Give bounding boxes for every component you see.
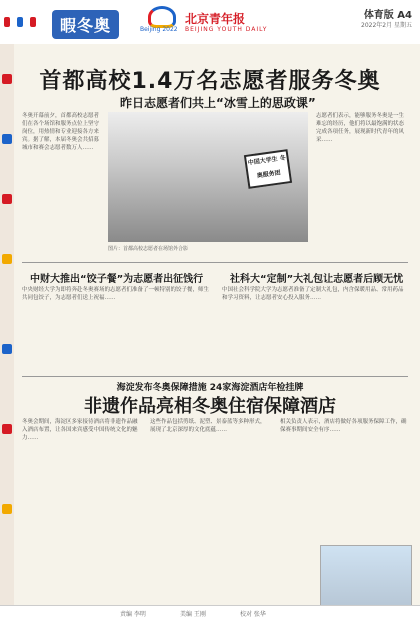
biathlon-icon [2, 504, 12, 514]
footer-editor: 责编 李明 [120, 611, 146, 618]
curling-icon [2, 74, 12, 84]
photo-banner: 中国大学生 冬奥服务团 [244, 149, 292, 189]
brand-title: 暇冬奥 [52, 10, 119, 39]
lead-photo [108, 112, 308, 252]
bottom-photo [320, 545, 412, 607]
lead-text-right: 志愿者们表示，能够服务冬奥是一生难忘的经历，他们将以最饱满的状态完成各项任务，展现新时代青年的风采…… [316, 113, 405, 143]
paper-subtitle: BEIJING YOUTH DAILY [185, 26, 268, 33]
olympic-emblem-icon [148, 6, 176, 28]
beijing2022-caption: Beijing 2022 [140, 26, 178, 33]
edition-date: 2022年2月 星期五 [361, 22, 412, 29]
edition-label: 体育版 A4 [363, 10, 412, 21]
skier-icon [4, 17, 10, 27]
section-left-title: 中财大推出“饺子餐”为志愿者出征饯行 [30, 274, 204, 285]
section-divider-2 [22, 376, 408, 377]
lead-headline: 首都高校1.4万名志愿者服务冬奥 [39, 69, 381, 94]
jump-icon [2, 424, 12, 434]
paper-name: 北京青年报 [185, 12, 246, 26]
snowboard-icon [30, 17, 36, 27]
beijing2022-logo [140, 6, 180, 34]
masthead [0, 0, 420, 44]
footer [0, 605, 420, 620]
footer-proofreader: 校对 张华 [240, 611, 266, 618]
footer-designer: 美编 王刚 [180, 611, 206, 618]
bottom-text-right: 相关负责人表示，酒店将做好各项服务保障工作，确保赛事期间安全有序…… [280, 419, 407, 433]
section-right-text: 中国社会科学院大学为志愿者准备了定制大礼包，内含保暖用品、常用药品和学习资料，让志愿者安心投入服务…… [222, 287, 404, 301]
bottom-kicker: 海淀发布冬奥保障措施 24家海淀酒店年检挂牌 [116, 383, 304, 393]
section-right-title: 社科大“定制”大礼包让志愿者后顾无忧 [230, 274, 404, 285]
left-sport-strip [0, 44, 14, 620]
hockey-icon [2, 254, 12, 264]
sport-icons [4, 12, 44, 32]
lead-text-left: 冬奥开幕前夕，首都高校志愿者们在各个场馆和服务点位上坚守岗位，用热情和专业迎接各方来宾。据了解，本届冬奥会共招募城市和赛会志愿者数万人…… [22, 113, 100, 151]
skating-icon [2, 194, 12, 204]
lead-subhead: 昨日志愿者们共上“冰雪上的思政课” [120, 96, 316, 110]
skiing-icon [2, 134, 12, 144]
bottom-title: 非遗作品亮相冬奥住宿保障酒店 [84, 396, 336, 417]
section-left-text: 中央财经大学为即将奔赴冬奥赛场的志愿者们准备了一顿特别的饺子餐，师生共同包饺子，为志愿者们送上祝福…… [22, 287, 210, 301]
section-divider [22, 262, 408, 263]
bobsled-icon [2, 344, 12, 354]
bottom-text-mid: 这些作品包括剪纸、泥塑、景泰蓝等多种形式，展现了北京深厚的文化底蕴…… [150, 419, 266, 433]
skater-icon [17, 17, 23, 27]
bottom-text-left: 冬奥会期间，海淀区多家接待酒店将非遗作品融入酒店布置，让各国来宾感受中国传统文化的魅力…… [22, 419, 138, 441]
photo-caption: 图片：首都高校志愿者在场馆外合影 [108, 246, 189, 252]
